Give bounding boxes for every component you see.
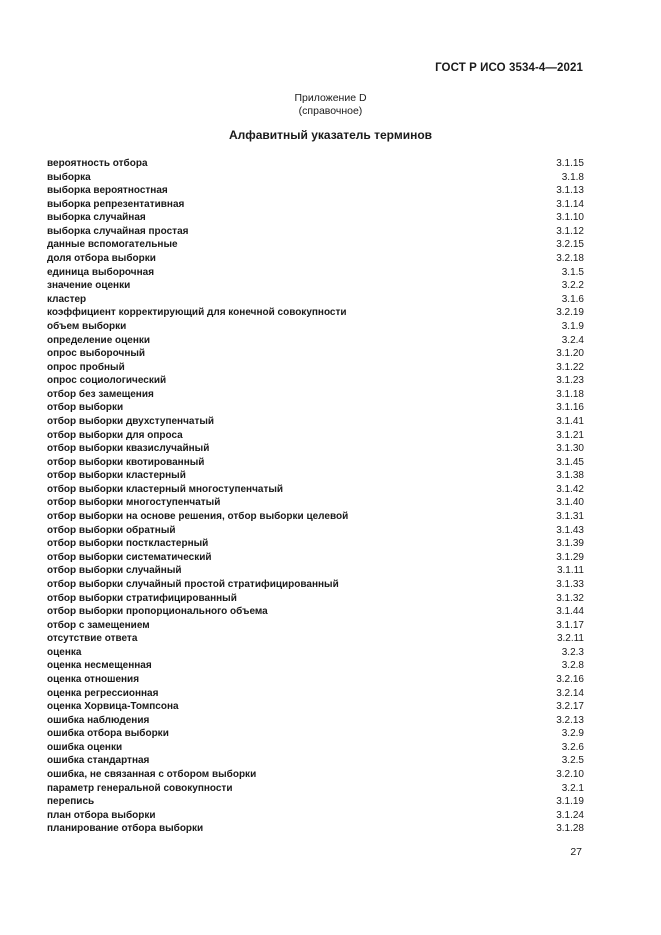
index-ref: 3.1.44 [556, 606, 584, 618]
index-ref: 3.1.41 [556, 415, 584, 427]
index-entry [47, 809, 584, 823]
index-ref: 3.1.30 [556, 443, 584, 455]
index-ref: 3.1.16 [556, 402, 584, 414]
page-number: 27 [570, 846, 582, 858]
index-term: отсутствие ответа [47, 633, 138, 645]
index-term: выборка [47, 171, 91, 183]
index-entry [47, 429, 584, 443]
index-term: отбор выборки квазислучайный [47, 443, 210, 455]
index-term: отбор выборки на основе решения, отбор выборки целевой [47, 511, 349, 523]
index-term: ошибка, не связанная с отбором выборки [47, 769, 257, 781]
index-entry [47, 293, 584, 307]
index-ref: 3.2.8 [561, 660, 584, 672]
index-entry [47, 456, 584, 470]
index-term: ошибка наблюдения [47, 714, 150, 726]
index-term: отбор выборки квотированный [47, 456, 205, 468]
index-entry [47, 578, 584, 592]
index-entry [47, 171, 584, 185]
index-term: отбор выборки случайный простой стратифицированный [47, 578, 339, 590]
index-term: отбор выборки случайный [47, 565, 182, 577]
index-term: выборка репрезентативная [47, 198, 185, 210]
index-term: коэффициент корректирующий для конечной совокупности [47, 307, 347, 319]
index-entry [47, 198, 584, 212]
index-ref: 3.1.31 [556, 511, 584, 523]
index-ref: 3.1.20 [556, 348, 584, 360]
index-term: оценка [47, 646, 82, 658]
index-entry [47, 782, 584, 796]
index-entry [47, 795, 584, 809]
index-ref: 3.1.10 [556, 212, 584, 224]
index-term: отбор выборки пропорционального объема [47, 606, 268, 618]
index-term: доля отбора выборки [47, 253, 156, 265]
index-term: перепись [47, 796, 95, 808]
index-term: опрос выборочный [47, 348, 146, 360]
index-entry [47, 225, 584, 239]
index-entry [47, 619, 584, 633]
index-ref: 3.1.42 [556, 483, 584, 495]
index-term: данные вспомогательные [47, 239, 178, 251]
index-term: оценка регрессионная [47, 687, 159, 699]
index-term: отбор выборки стратифицированный [47, 592, 237, 604]
index-ref: 3.1.6 [561, 293, 584, 305]
index-term: отбор выборки систематический [47, 551, 212, 563]
index-ref: 3.2.2 [561, 280, 584, 292]
index-term: кластер [47, 293, 87, 305]
index-entry [47, 687, 584, 701]
index-term: выборка случайная простая [47, 225, 189, 237]
index-entry [47, 646, 584, 660]
index-ref: 3.1.19 [556, 796, 584, 808]
index-ref: 3.1.8 [561, 171, 584, 183]
index-entry [47, 469, 584, 483]
index-term: опрос пробный [47, 361, 125, 373]
index-term: отбор без замещения [47, 388, 154, 400]
index-entry [47, 700, 584, 714]
index-entry [47, 564, 584, 578]
index-ref: 3.1.43 [556, 524, 584, 536]
index-ref: 3.2.15 [556, 239, 584, 251]
index-entry [47, 768, 584, 782]
index-entry [47, 510, 584, 524]
term-index-list [47, 157, 584, 836]
index-ref: 3.2.16 [556, 673, 584, 685]
index-entry [47, 238, 584, 252]
index-term: ошибка оценки [47, 741, 123, 753]
index-term: отбор выборки кластерный многоступенчатый [47, 483, 284, 495]
index-title: Алфавитный указатель терминов [228, 128, 433, 142]
index-term: объем выборки [47, 320, 127, 332]
index-entry [47, 537, 584, 551]
index-entry [47, 320, 584, 334]
index-ref: 3.2.3 [561, 646, 584, 658]
index-ref: 3.1.29 [556, 551, 584, 563]
index-entry [47, 727, 584, 741]
index-term: оценка отношения [47, 673, 140, 685]
index-term: отбор выборки для опроса [47, 429, 183, 441]
index-term: отбор выборки многоступенчатый [47, 497, 221, 509]
index-entry [47, 266, 584, 280]
index-ref: 3.2.11 [556, 633, 584, 645]
index-entry [47, 347, 584, 361]
index-entry [47, 184, 584, 198]
index-ref: 3.1.12 [556, 225, 584, 237]
index-ref: 3.2.9 [561, 728, 584, 740]
index-ref: 3.2.18 [556, 253, 584, 265]
index-term: выборка случайная [47, 212, 146, 224]
index-entry [47, 551, 584, 565]
index-term: вероятность отбора [47, 158, 148, 169]
index-term: отбор выборки кластерный [47, 470, 186, 482]
index-term: план отбора выборки [47, 809, 156, 821]
index-entry [47, 605, 584, 619]
index-entry [47, 822, 584, 836]
document-code: ГОСТ Р ИСО 3534-4—2021 [435, 62, 583, 74]
index-entry [47, 334, 584, 348]
index-ref: 3.1.5 [561, 266, 584, 278]
index-ref: 3.2.14 [556, 687, 584, 699]
index-entry [47, 754, 584, 768]
index-term: отбор выборки [47, 402, 124, 414]
index-ref: 3.2.6 [561, 741, 584, 753]
index-term: определение оценки [47, 334, 151, 346]
index-term: выборка вероятностная [47, 185, 168, 197]
index-ref: 3.1.22 [556, 361, 584, 373]
index-ref: 3.1.33 [556, 578, 584, 590]
index-ref: 3.2.4 [561, 334, 584, 346]
index-entry [47, 306, 584, 320]
annex-type: (справочное) [298, 105, 363, 117]
index-ref: 3.2.19 [556, 307, 584, 319]
index-entry [47, 442, 584, 456]
index-term: ошибка отбора выборки [47, 728, 169, 740]
index-ref: 3.2.13 [556, 714, 584, 726]
index-term: отбор с замещением [47, 619, 150, 631]
index-ref: 3.1.14 [556, 198, 584, 210]
index-ref: 3.1.18 [556, 388, 584, 400]
index-entry [47, 496, 584, 510]
index-entry [47, 157, 584, 171]
index-ref: 3.1.38 [556, 470, 584, 482]
index-ref: 3.2.17 [556, 701, 584, 713]
index-ref: 3.1.15 [556, 158, 584, 169]
index-term: отбор выборки посткластерный [47, 538, 209, 550]
index-ref: 3.1.9 [561, 320, 584, 332]
index-term: оценка Хорвица-Томпсона [47, 701, 179, 713]
annex-label: Приложение D [294, 92, 367, 104]
index-entry [47, 741, 584, 755]
index-term: опрос социологический [47, 375, 167, 387]
index-entry [47, 401, 584, 415]
index-entry [47, 374, 584, 388]
index-entry [47, 673, 584, 687]
index-term: отбор выборки двухступенчатый [47, 415, 215, 427]
index-term: планирование отбора выборки [47, 823, 204, 835]
index-ref: 3.1.40 [556, 497, 584, 509]
index-ref: 3.1.24 [556, 809, 584, 821]
index-entry [47, 659, 584, 673]
index-entry [47, 361, 584, 375]
index-term: единица выборочная [47, 266, 155, 278]
index-ref: 3.1.39 [556, 538, 584, 550]
index-ref: 3.1.13 [556, 185, 584, 197]
index-ref: 3.2.1 [561, 782, 584, 794]
index-term: отбор выборки обратный [47, 524, 176, 536]
index-ref: 3.2.10 [556, 769, 584, 781]
index-entry [47, 252, 584, 266]
annex-heading [0, 92, 661, 118]
index-entry [47, 524, 584, 538]
index-ref: 3.1.32 [556, 592, 584, 604]
index-term: оценка несмещенная [47, 660, 152, 672]
index-term: параметр генеральной совокупности [47, 782, 233, 794]
index-ref: 3.1.45 [556, 456, 584, 468]
index-entry [47, 388, 584, 402]
index-term: значение оценки [47, 280, 131, 292]
index-entry [47, 211, 584, 225]
index-ref: 3.1.17 [556, 619, 584, 631]
index-entry [47, 714, 584, 728]
index-ref: 3.1.23 [556, 375, 584, 387]
index-entry [47, 483, 584, 497]
index-entry [47, 632, 584, 646]
index-ref: 3.1.11 [556, 565, 584, 577]
index-ref: 3.1.21 [556, 429, 584, 441]
index-entry [47, 592, 584, 606]
index-ref: 3.2.5 [561, 755, 584, 767]
index-ref: 3.1.28 [556, 823, 584, 835]
index-entry [47, 415, 584, 429]
index-entry [47, 279, 584, 293]
index-term: ошибка стандартная [47, 755, 150, 767]
